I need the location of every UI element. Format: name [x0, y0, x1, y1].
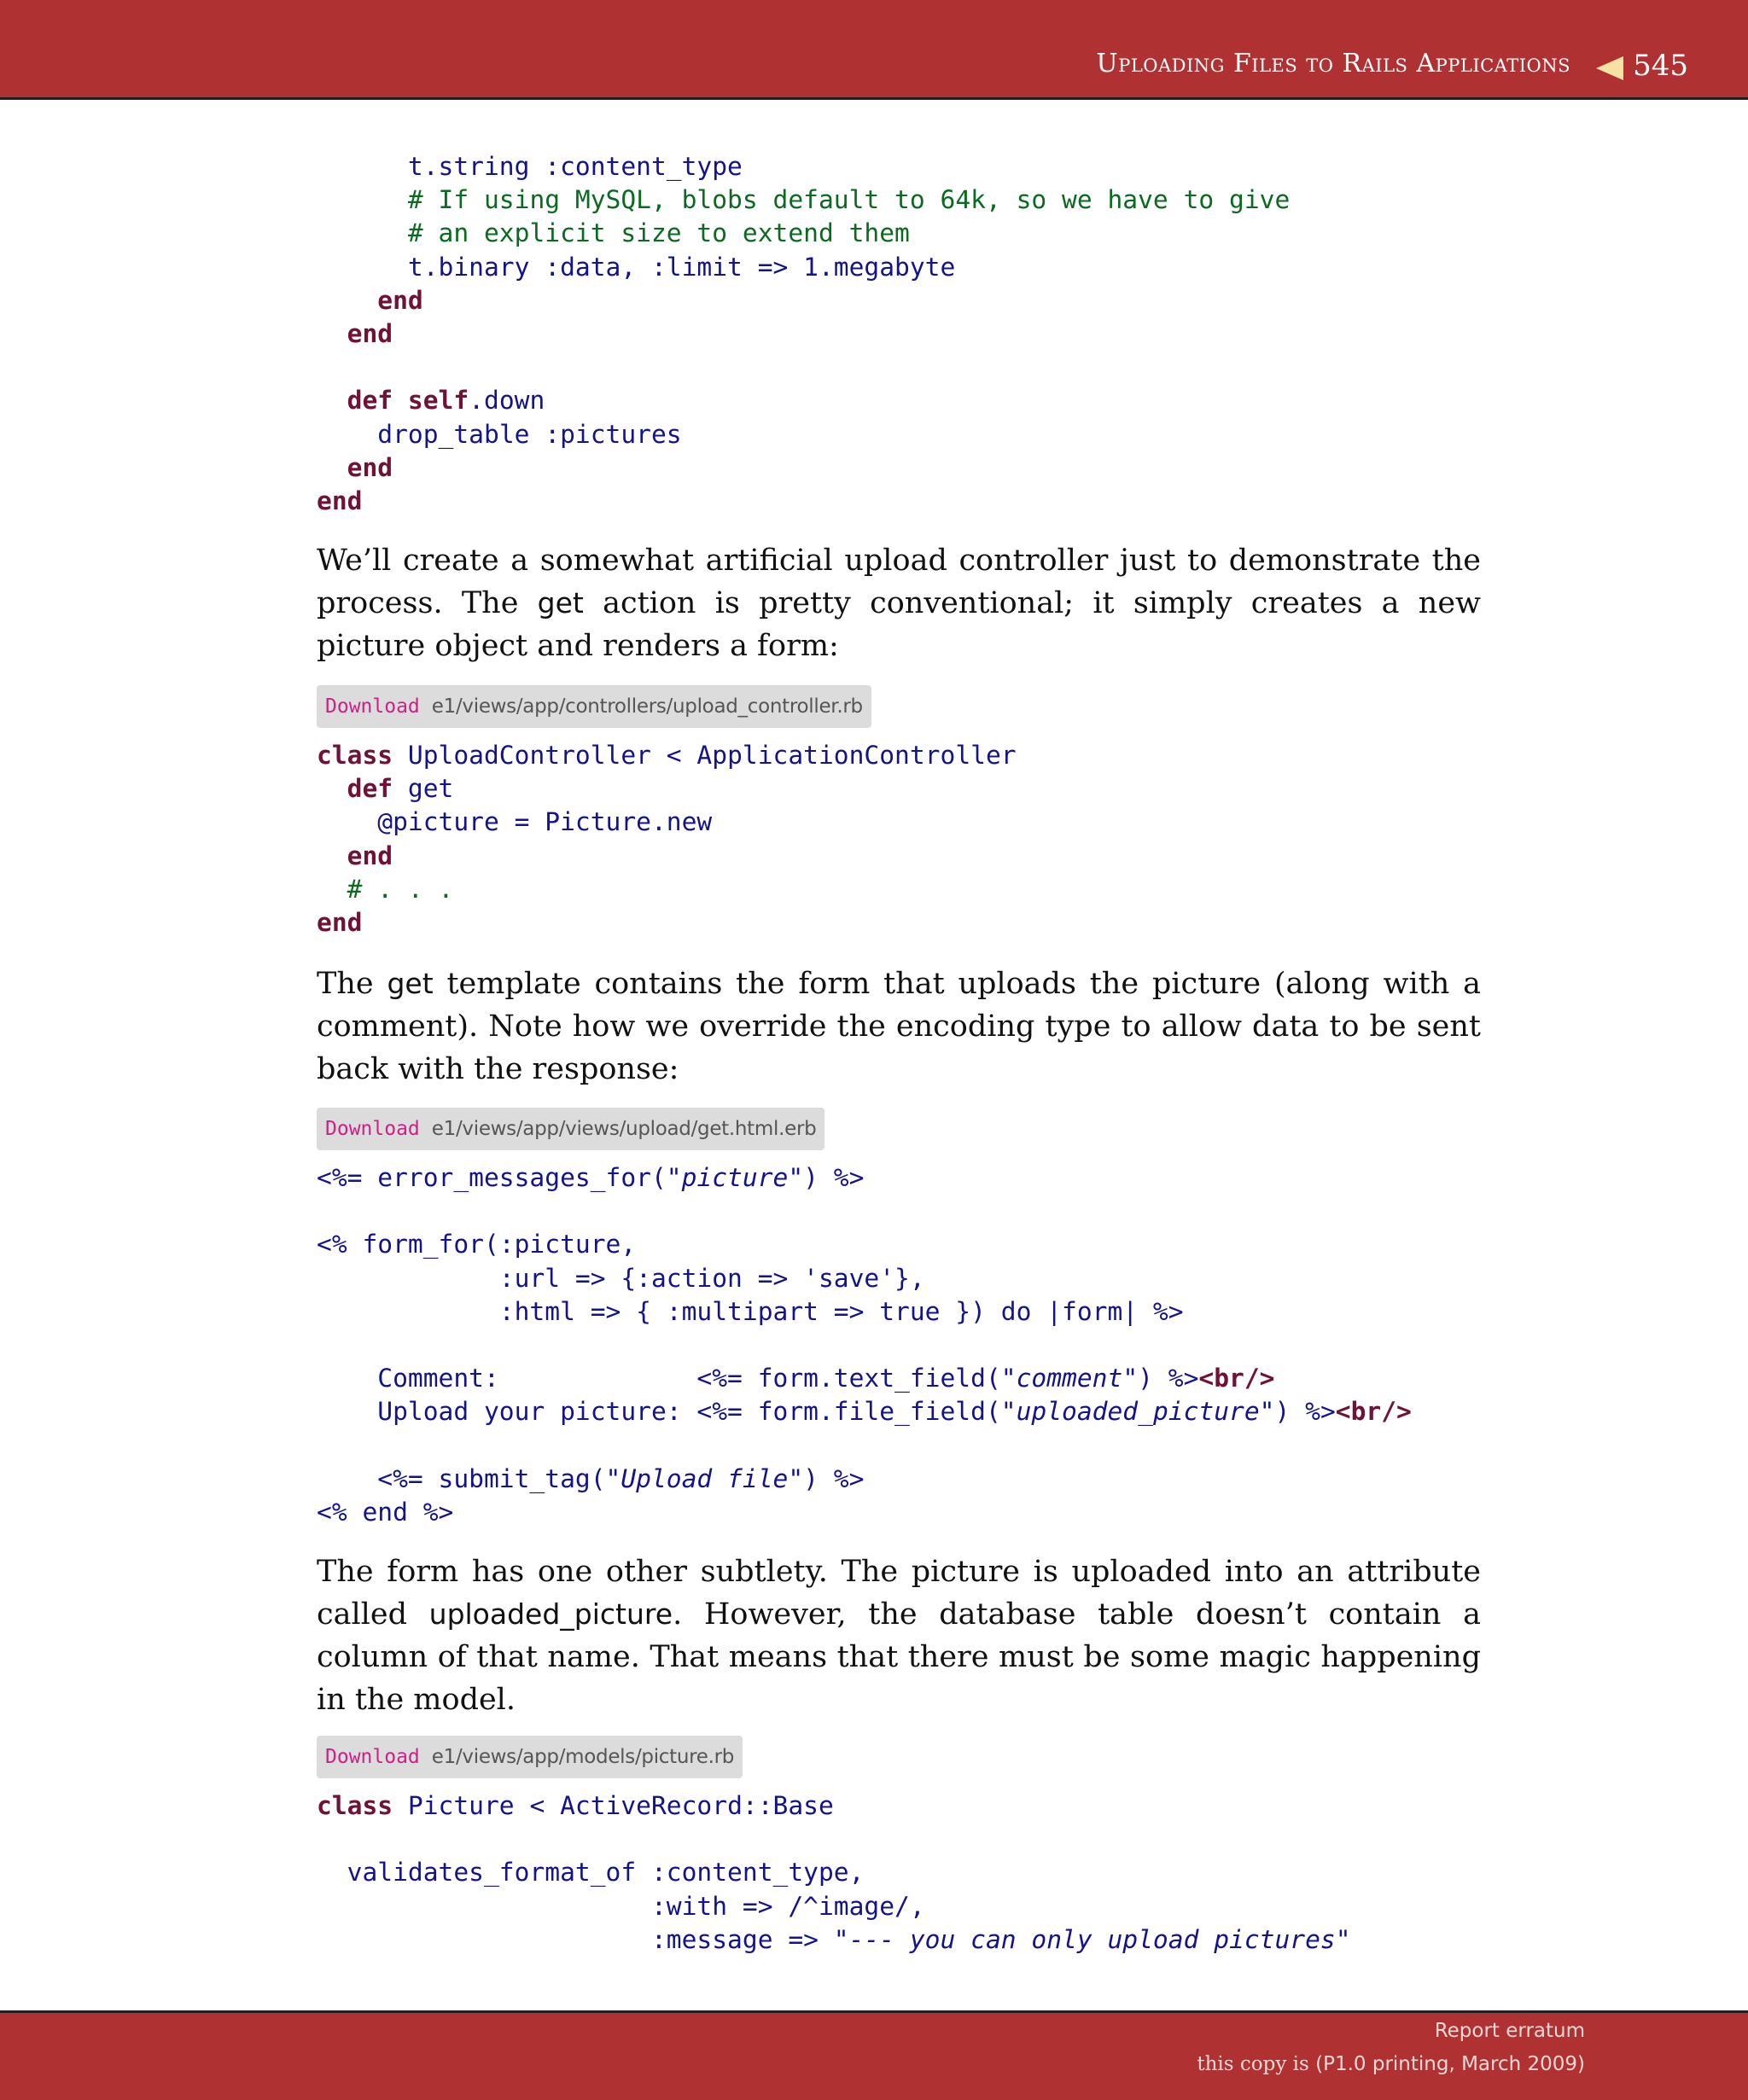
inline-code: uploaded_picture — [428, 1597, 673, 1631]
code-keyword: def — [347, 774, 393, 804]
download-path: e1/views/app/views/upload/get.html.erb — [431, 1118, 817, 1140]
paragraph-text: We’ll create a somewhat artificial upload controller just to demonstrate the process. The — [317, 544, 1481, 620]
code-comment: # If using MySQL, blobs default to 64k, so we have to give — [407, 185, 1291, 215]
code-line: .down — [469, 386, 545, 416]
code-line: Upload your picture: <%= form.file_field(" — [317, 1397, 1017, 1427]
code-line: @picture = Picture.new — [377, 807, 713, 837]
code-block-template — [317, 1161, 1412, 1529]
code-string: Upload file — [621, 1463, 789, 1493]
code-line: :html => { :multipart => true }) do |form| %> — [317, 1296, 1184, 1326]
code-line: ") %> — [788, 1463, 865, 1493]
code-string: --- you can only upload pictures — [848, 1924, 1336, 1954]
download-bar — [317, 685, 871, 728]
code-block-controller — [317, 739, 1017, 939]
body-paragraph — [317, 539, 1481, 667]
code-keyword: end — [317, 908, 363, 938]
page-number: 545 — [1633, 49, 1688, 83]
paragraph-text: template contains the form that uploads the picture (along with a comment). Note how we override the encoding type to allow data to be sent back with the response: — [317, 967, 1481, 1086]
code-line: " — [1335, 1924, 1351, 1954]
code-line: ") %> — [1259, 1397, 1336, 1427]
copy-info — [1197, 2053, 1585, 2077]
inline-code: get — [387, 967, 434, 1000]
download-link[interactable]: Download — [325, 1118, 420, 1140]
code-line: validates_format_of :content_type, — [317, 1858, 865, 1888]
html-tag: <br/> — [1335, 1397, 1412, 1427]
code-comment: # . . . — [347, 874, 454, 904]
inline-code: get — [537, 586, 584, 620]
code-keyword: end — [377, 285, 423, 315]
download-path: e1/views/app/models/picture.rb — [431, 1746, 735, 1768]
code-keyword: self — [407, 386, 469, 416]
code-keyword: end — [317, 486, 363, 516]
body-paragraph — [317, 1550, 1481, 1721]
download-bar — [317, 1736, 743, 1778]
code-line: :url => {:action => 'save'}, — [317, 1263, 925, 1293]
code-line: ") %> — [1122, 1364, 1199, 1393]
code-string: picture — [681, 1163, 789, 1192]
code-block-model — [317, 1789, 1351, 1957]
code-comment: # an explicit size to extend them — [407, 218, 910, 248]
code-line: <%= error_messages_for(" — [317, 1163, 682, 1192]
download-link[interactable]: Download — [325, 1746, 420, 1768]
download-path: e1/views/app/controllers/upload_controller.rb — [431, 695, 863, 718]
code-line: t.binary :data, :limit => 1.megabyte — [407, 252, 956, 282]
code-keyword: end — [347, 841, 393, 870]
code-keyword: class — [317, 1791, 393, 1820]
code-line: :with => /^image/, — [317, 1891, 925, 1921]
copy-detail: (P1.0 printing, March 2009) — [1315, 2053, 1585, 2075]
download-bar — [317, 1108, 824, 1150]
code-block-migration — [317, 150, 1290, 518]
code-line: ") %> — [788, 1163, 865, 1192]
code-line: UploadController < ApplicationController — [393, 741, 1017, 770]
code-string: uploaded_picture — [1016, 1397, 1260, 1427]
code-line: get — [393, 774, 454, 804]
html-tag: <br/> — [1198, 1364, 1275, 1393]
code-line: Picture < ActiveRecord::Base — [393, 1791, 834, 1820]
code-line: t.string :content_type — [407, 152, 743, 181]
code-keyword: class — [317, 741, 393, 770]
code-line: <% form_for(:picture, — [317, 1230, 637, 1259]
code-keyword: end — [347, 319, 393, 349]
body-paragraph — [317, 963, 1481, 1091]
code-keyword: end — [347, 452, 393, 482]
copy-prefix: this copy is — [1197, 2053, 1309, 2075]
code-line: Comment: <%= form.text_field(" — [317, 1364, 1017, 1393]
report-erratum-link[interactable]: Report erratum — [1434, 2020, 1585, 2042]
code-line: <%= submit_tag(" — [317, 1463, 621, 1493]
paragraph-text: . However, the database table doesn’t contain a column of that name. That means that there must be some magic happening in the model. — [317, 1597, 1481, 1717]
code-line: :message => " — [317, 1924, 849, 1954]
back-arrow-icon[interactable] — [1596, 56, 1623, 80]
running-title: Uploading Files to Rails Applications — [1096, 49, 1570, 79]
code-string: comment — [1016, 1364, 1123, 1393]
paragraph-text: action is pretty conventional; it simply creates a new picture object and renders a form: — [317, 586, 1481, 663]
code-line: <% end %> — [317, 1498, 454, 1527]
paragraph-text: The — [317, 967, 387, 1001]
code-keyword: def — [347, 386, 393, 416]
download-link[interactable]: Download — [325, 695, 420, 718]
paragraph-text: The form has one other subtlety. The picture is uploaded into an attribute called — [317, 1555, 1481, 1632]
code-line: drop_table :pictures — [377, 419, 682, 449]
